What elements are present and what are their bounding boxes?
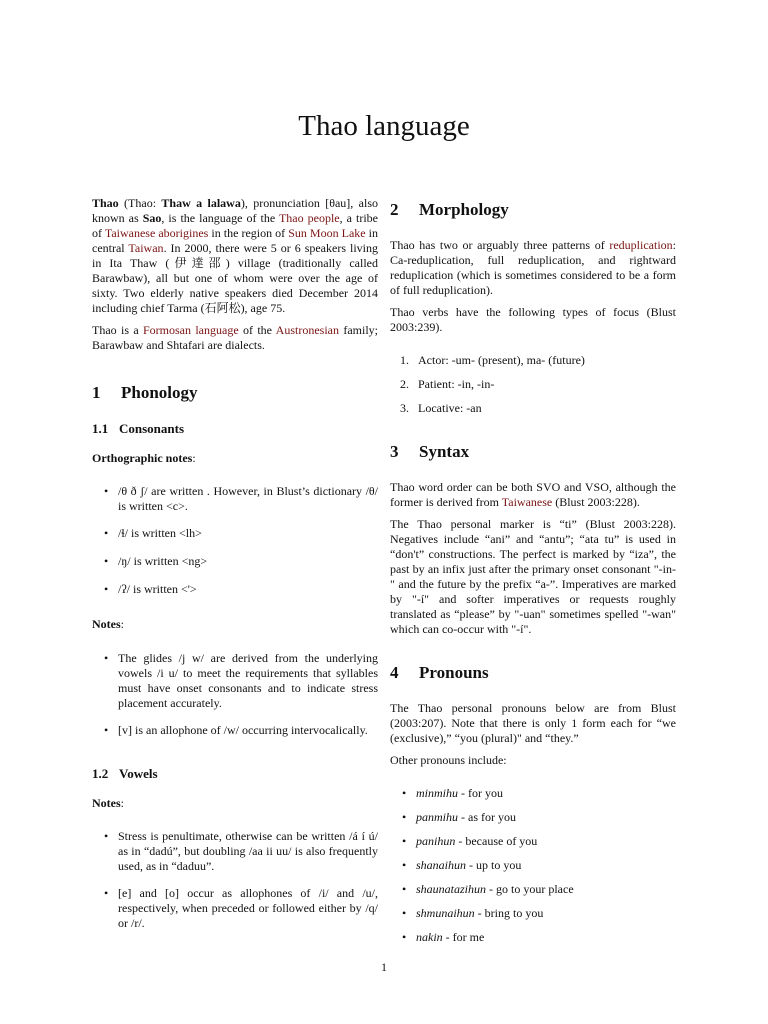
pronoun-gloss: - bring to you <box>474 906 544 920</box>
list-item: • panihun - because of you <box>402 834 538 848</box>
list-item <box>390 353 676 368</box>
pronoun-word: panmihu <box>416 810 458 824</box>
consonant-notes-list <box>92 651 378 738</box>
section-heading-phonology <box>92 383 378 403</box>
intro-text: of the <box>238 323 276 337</box>
list-item-text: Patient: -in, -in- <box>418 377 495 391</box>
left-column <box>92 196 378 931</box>
intro-paragraph-2 <box>92 323 378 353</box>
list-item-text: /ɬ/ is written <lh> <box>118 526 202 540</box>
paragraph-text: Thao has two or arguably three patterns of <box>390 238 610 252</box>
focus-types-list <box>390 353 676 416</box>
pronoun-gloss: - for me <box>442 930 485 944</box>
pronoun-gloss: - go to your place <box>486 882 574 896</box>
list-item: • shmunaihun - bring to you <box>402 906 544 920</box>
list-item-text: /ŋ/ is written <ng> <box>118 554 208 568</box>
list-number: 3. <box>400 401 409 415</box>
section-heading-morphology <box>390 200 676 220</box>
list-number: 2. <box>400 377 409 391</box>
list-item <box>390 401 676 416</box>
list-item: • Stress is penultimate, otherwise can be written /á í ú/ as in “dadú”, but doubling /aa ii uu/ is also frequently used, as in “daduu”. <box>104 829 378 873</box>
pronoun-word: shanaihun <box>416 858 467 872</box>
subsection-title: Vowels <box>119 766 158 781</box>
native-name: Thaw a lalawa <box>161 196 241 210</box>
pronoun-word: nakin <box>416 930 443 944</box>
pronoun-word: panihun <box>416 834 456 848</box>
pronouns-paragraph-2: Other pronouns include: <box>390 753 507 767</box>
list-item-text: /θ ð ʃ/ are written . However, in Blust’s dictionary /θ/ is written <c>. <box>118 484 378 513</box>
list-item-text: [e] and [o] occur as allophones of /i/ and /u/, respectively, when preceded or followed either by /q/ or /r/. <box>118 886 378 930</box>
morphology-paragraph-1 <box>390 238 676 298</box>
ortho-notes-list <box>92 484 378 597</box>
section-number: 4 <box>390 663 399 682</box>
list-item-text: [v] is an allophone of /w/ occurring intervocalically. <box>118 723 368 737</box>
intro-text: Thao is a <box>92 323 143 337</box>
list-item: • [e] and [o] occur as allophones of /i/ and /u/, respectively, when preceded or followed either by /q/ or /r/. <box>104 886 378 930</box>
section-heading-syntax <box>390 442 676 462</box>
list-item: • The glides /j w/ are derived from the underlying vowels /i u/ to meet the requirements that syllables must have onset consonants and to indicate stress placement accurately. <box>104 651 378 710</box>
list-item: • panmihu - as for you <box>402 810 516 824</box>
section-title: Syntax <box>419 442 470 461</box>
section-title: Morphology <box>419 200 509 219</box>
intro-text: , is the language of the <box>161 211 279 225</box>
intro-paragraph-1 <box>92 196 378 316</box>
pronouns-paragraph-1: The Thao personal pronouns below are from Blust (2003:207). Note that there is only 1 form each for “we (exclusive),” “you (plural)" and “they.” <box>390 701 676 745</box>
pronoun-gloss: - as for you <box>458 810 516 824</box>
subsection-number: 1.2 <box>92 766 109 781</box>
label-text: Orthographic notes <box>92 451 193 465</box>
pronoun-word: minmihu <box>416 786 458 800</box>
list-item-text: Locative: -an <box>418 401 482 415</box>
right-column <box>390 196 676 945</box>
vowel-notes-list <box>92 829 378 931</box>
intro-text: . In 2000, there were 5 or 6 speakers living in Ita Thaw (伊達邵) village (traditionally called Barawbaw), all but one of whom were over the age of sixty. Two elderly native speakers died December 2014 including chief Tarma (石阿松), age 75. <box>92 241 378 315</box>
list-item <box>390 377 676 392</box>
intro-text: family; Barawbaw and Shtafari are dialects. <box>92 323 378 352</box>
list-item: • nakin - for me <box>402 930 485 944</box>
paragraph-text: (Blust 2003:228). <box>552 495 640 509</box>
section-heading-pronouns <box>390 663 676 683</box>
subsection-title: Consonants <box>119 421 185 436</box>
section-title: Pronouns <box>419 663 489 682</box>
list-item-text: The glides /j w/ are derived from the underlying vowels /i u/ to meet the requirements that syllables must have onset consonants and to indicate stress placement accurately. <box>118 651 378 710</box>
link-taiwanese[interactable]: Taiwanese <box>501 495 553 509</box>
subsection-number: 1.1 <box>92 421 109 436</box>
list-item-text: Stress is penultimate, otherwise can be written /á í ú/ as in “dadú”, but doubling /aa ii uu/ is also frequently used, as in “daduu”. <box>118 829 378 873</box>
pronoun-word: shmunaihun <box>416 906 475 920</box>
morphology-paragraph-2: Thao verbs have the following types of focus (Blust 2003:239). <box>390 305 676 334</box>
list-item: • /ʔ/ is written <'> <box>104 582 197 596</box>
link-sun-moon-lake[interactable]: Sun Moon Lake <box>288 226 366 240</box>
pronoun-gloss: - for you <box>458 786 503 800</box>
pronoun-word: shaunatazihun <box>416 882 487 896</box>
link-taiwanese-aborigines[interactable]: Taiwanese aborigines <box>104 226 209 240</box>
list-item: • /ɬ/ is written <lh> <box>104 526 202 540</box>
syntax-paragraph-2: The Thao personal marker is “ti” (Blust 2003:228). Negatives include “ani” and “antu”; “ata tu” is used in “don't” constructions. The perfect is marked by “iza”, the past by an infix just after the primary onset consonant "-in-" and the future by the prefix “a-”. Imperatives are marked by "-í" and softer imperatives or requests roughly translated as “please” by "-uan" sometimes spelled "-wan" which can co-occur with "-í". <box>390 517 676 636</box>
subsection-heading-vowels <box>92 766 378 782</box>
link-formosan-language[interactable]: Formosan language <box>143 323 239 337</box>
section-title: Phonology <box>121 383 198 402</box>
list-item: • minmihu - for you <box>402 786 503 800</box>
link-austronesian[interactable]: Austronesian <box>275 323 339 337</box>
intro-text: , a tribe of <box>92 211 378 240</box>
ortho-notes-label: Orthographic notes: <box>92 451 196 465</box>
list-item: • /ŋ/ is written <ng> <box>104 554 208 568</box>
term-thao: Thao <box>92 196 119 210</box>
other-pronouns-list <box>390 786 676 945</box>
page-title: Thao language <box>298 110 470 142</box>
subsection-heading-consonants <box>92 421 378 437</box>
list-item: • shaunatazihun - go to your place <box>402 882 574 896</box>
list-item: • [v] is an allophone of /w/ occurring intervocalically. <box>104 723 368 737</box>
label-text: Notes <box>92 617 121 631</box>
section-number: 3 <box>390 442 399 461</box>
vowel-notes-label: Notes: <box>92 796 125 810</box>
section-number: 1 <box>92 383 101 402</box>
intro-text: in central <box>92 226 379 255</box>
list-item-text: /ʔ/ is written <'> <box>118 582 197 596</box>
paragraph-text: : Ca-reduplication, full reduplication, and rightward reduplication (which is sometimes considered to be a form of full reduplication). <box>390 238 676 297</box>
paragraph-text: Thao word order can be both SVO and VSO, although the former is derived from <box>390 480 676 509</box>
notes-label: Notes: <box>92 617 125 631</box>
page-number: 1 <box>381 960 387 974</box>
list-item: • /θ ð ʃ/ are written . However, in Blust’s dictionary /θ/ is written <c>. <box>104 484 378 513</box>
link-thao-people[interactable]: Thao people <box>278 211 340 225</box>
list-item-text: Actor: -um- (present), ma- (future) <box>418 353 585 367</box>
intro-text: ), pronunciation [θau], also known as <box>92 196 378 225</box>
label-text: Notes <box>92 796 121 810</box>
list-number: 1. <box>400 353 409 367</box>
intro-text: (Thao: <box>118 196 162 210</box>
pronoun-gloss: - up to you <box>466 858 522 872</box>
section-number: 2 <box>390 200 399 219</box>
link-reduplication[interactable]: reduplication <box>609 238 673 252</box>
pronoun-gloss: - because of you <box>455 834 538 848</box>
link-taiwan[interactable]: Taiwan <box>128 241 164 255</box>
alt-name: Sao <box>142 211 162 225</box>
syntax-paragraph-1 <box>390 480 676 510</box>
list-item: • shanaihun - up to you <box>402 858 522 872</box>
intro-text: in the region of <box>208 226 289 240</box>
